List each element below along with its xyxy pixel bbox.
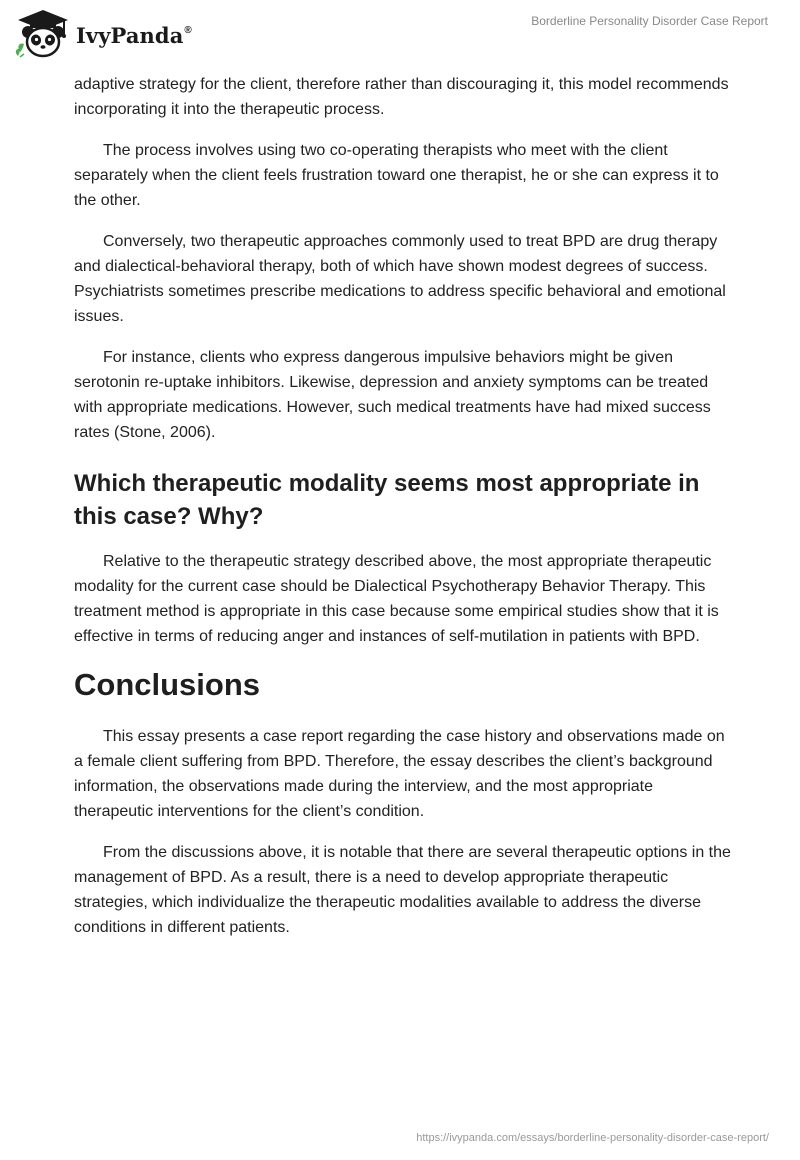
paragraph-5: Relative to the therapeutic strategy described above, the most appropriate therapeutic modality for the current case should be Dialectical Psychotherapy Behavior Therapy. This treatment method is appropriate in this case because some empirical studies show that it is effective in terms of reducing anger and instances of self-mutilation in patients with BPD. — [74, 553, 719, 645]
heading-modality: Which therapeutic modality seems most appropriate in this case? Why? — [74, 470, 700, 530]
essay-body — [74, 72, 734, 956]
source-url[interactable]: https://ivypanda.com/essays/borderline-personality-disorder-case-report/ — [416, 1132, 769, 1144]
paragraph-3: Conversely, two therapeutic approaches commonly used to treat BPD are drug therapy and dialectical-behavioral therapy, both of which have shown modest degrees of success. Psychiatrists sometimes prescribe medications to address specific behavioral and emotional issues. — [74, 233, 726, 325]
brand-name — [76, 23, 192, 48]
page-header — [0, 0, 800, 66]
heading-conclusions: Conclusions — [74, 667, 261, 702]
paragraph-4: For instance, clients who express dangerous impulsive behaviors might be given serotonin re-uptake inhibitors. Likewise, depression and anxiety symptoms can be treated with appropriate medications. However, such medical treatments have had mixed success rates (Stone, 2006). — [74, 349, 711, 441]
panda-graduation-cap-icon — [14, 8, 72, 58]
ivypanda-logo[interactable] — [14, 8, 192, 58]
paragraph-6: This essay presents a case report regarding the case history and observations made on a female client suffering from BPD. Therefore, the essay describes the client’s background information, the observations made during the interview, and the most appropriate therapeutic interventions for the client’s condition. — [74, 728, 725, 820]
document-title: Borderline Personality Disorder Case Report — [531, 14, 768, 28]
paragraph-7: From the discussions above, it is notable that there are several therapeutic options in the management of BPD. As a result, there is a need to develop appropriate therapeutic strategies, which individualize the therapeutic modalities available to address the diverse conditions in different patients. — [74, 844, 731, 936]
paragraph-1: adaptive strategy for the client, therefore rather than discouraging it, this model recommends incorporating it into the therapeutic process. — [74, 76, 729, 118]
paragraph-2: The process involves using two co-operating therapists who meet with the client separately when the client feels frustration toward one therapist, he or she can express it to the other. — [74, 142, 719, 209]
registered-mark: ® — [184, 24, 192, 36]
brand-label: IvyPanda — [76, 22, 184, 48]
